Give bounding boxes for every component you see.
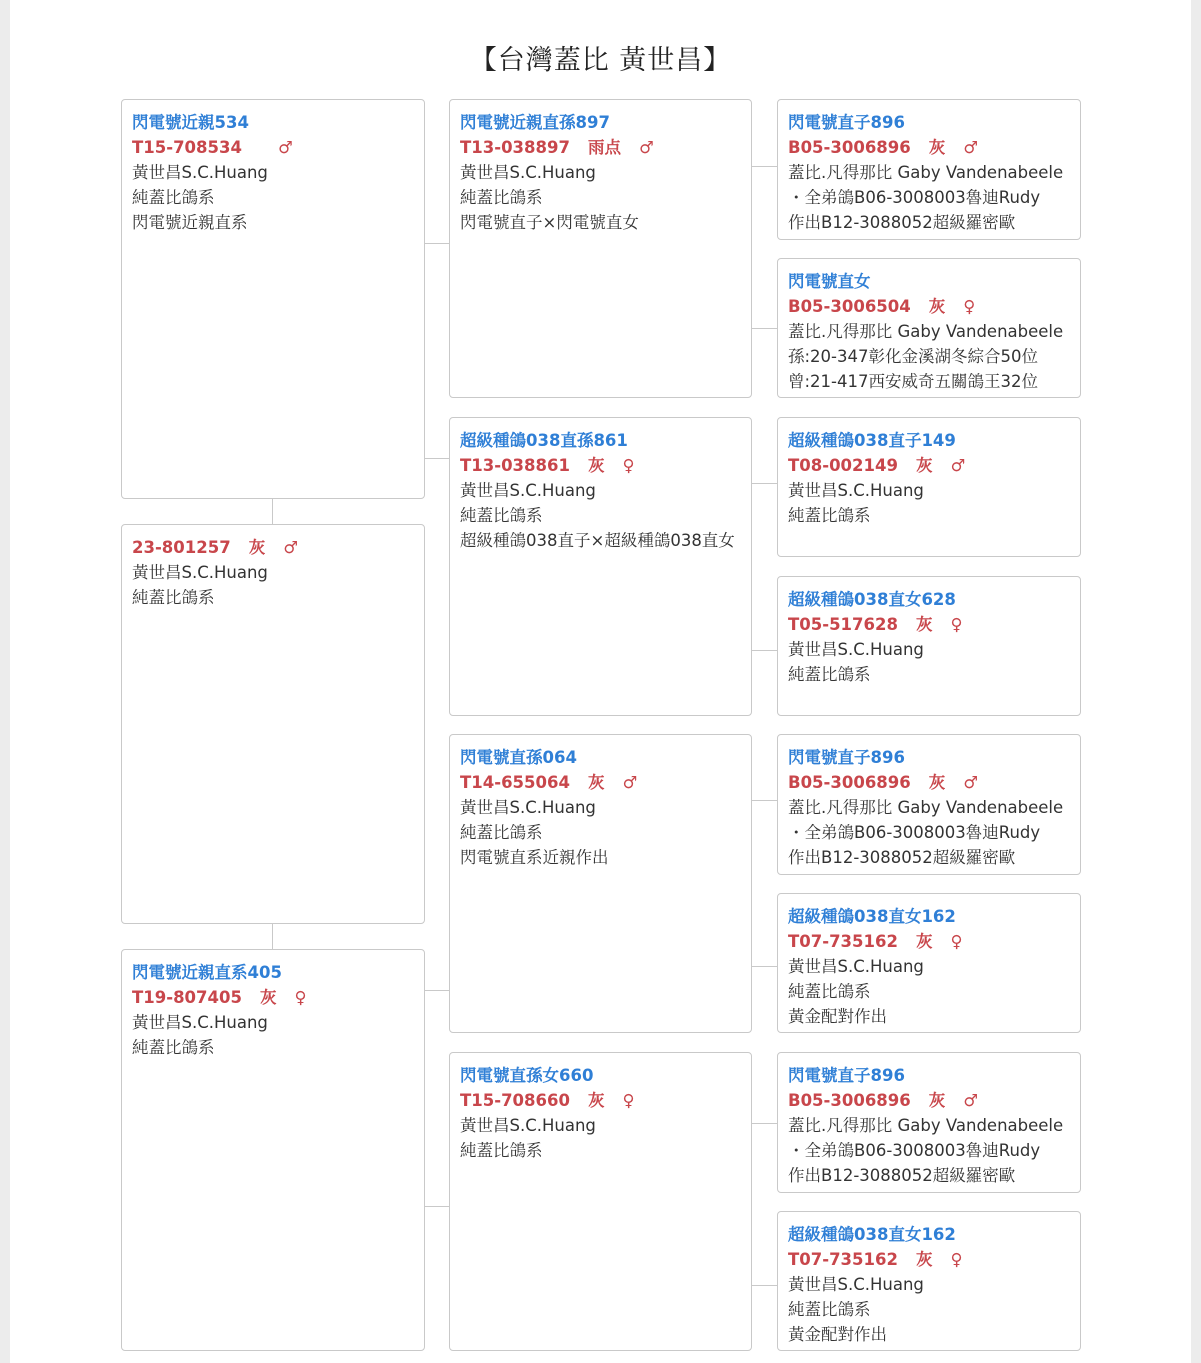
pigeon-color: 灰	[248, 538, 266, 557]
pigeon-name: 超級種鴿038直女628	[788, 590, 956, 609]
pigeon-note: 黃世昌S.C.Huang	[132, 163, 268, 182]
pigeon-note: 純蓋比鴿系	[788, 506, 871, 525]
pigeon-note: 閃電號直系近親作出	[460, 848, 609, 867]
connector-line	[752, 1123, 777, 1124]
page-title: 【台灣蓋比 黃世昌】	[469, 45, 732, 76]
connector-line	[272, 499, 273, 524]
pigeon-note: 純蓋比鴿系	[132, 1038, 215, 1057]
pigeon-ring	[132, 135, 414, 160]
pigeon-color: 灰	[928, 297, 946, 316]
male-sex-icon: ♂	[963, 138, 979, 157]
male-sex-icon: ♂	[283, 538, 298, 557]
pigeon-ring	[132, 535, 414, 560]
pigeon-note: 蓋比.凡得那比 Gaby Vandenabeele	[788, 798, 1064, 817]
female-sex-icon: ♀	[963, 297, 976, 316]
pigeon-name: 閃電號直子896	[788, 748, 905, 767]
ring-number: T13-038861	[460, 456, 570, 475]
pigeon-note: 純蓋比鴿系	[460, 1141, 543, 1160]
connector-line	[752, 328, 777, 329]
female-sex-icon: ♀	[950, 932, 963, 951]
pigeon-note: ・全弟鴿B06-3008003魯迪Rudy	[788, 1141, 1041, 1160]
pigeon-color: 灰	[915, 1250, 933, 1269]
ring-number: T05-517628	[788, 615, 898, 634]
connector-line	[272, 924, 273, 949]
pigeon-card-dds	[777, 1052, 1081, 1193]
pigeon-name: 閃電號近親直孫897	[460, 113, 610, 132]
pigeon-note: 作出B12-3088052超級羅密歐	[788, 1166, 1016, 1185]
pigeon-ring	[788, 770, 1070, 795]
pigeon-color: 灰	[587, 456, 605, 475]
pigeon-ring	[788, 612, 1070, 637]
female-sex-icon: ♀	[950, 1250, 963, 1269]
pigeon-card-subject	[121, 524, 425, 924]
pigeon-note: 蓋比.凡得那比 Gaby Vandenabeele	[788, 322, 1064, 341]
female-sex-icon: ♀	[294, 988, 307, 1007]
connector-line	[752, 966, 777, 967]
pigeon-note: 作出B12-3088052超級羅密歐	[788, 848, 1016, 867]
female-sex-icon: ♀	[622, 456, 635, 475]
pigeon-note: 黃世昌S.C.Huang	[460, 163, 596, 182]
ring-number: B05-3006896	[788, 138, 911, 157]
pigeon-card-sss	[777, 99, 1081, 240]
pigeon-name: 超級種鴿038直孫861	[460, 431, 628, 450]
ring-number: T19-807405	[132, 988, 242, 1007]
pigeon-note: 純蓋比鴿系	[460, 188, 543, 207]
pigeon-ring	[788, 1088, 1070, 1113]
connector-line	[425, 458, 450, 459]
pigeon-card-ds	[449, 734, 752, 1033]
pigeon-name: 閃電號直女	[788, 272, 871, 291]
ring-number: T07-735162	[788, 1250, 898, 1269]
pigeon-note: 黃金配對作出	[788, 1007, 887, 1026]
male-sex-icon: ♂	[963, 1091, 979, 1110]
pigeon-card-ssd	[777, 258, 1081, 398]
pigeon-card-dam	[121, 949, 425, 1351]
pigeon-ring	[132, 985, 414, 1010]
pigeon-name: 閃電號近親534	[132, 113, 249, 132]
male-sex-icon: ♂	[950, 456, 966, 475]
pigeon-note: 黃世昌S.C.Huang	[460, 1116, 596, 1135]
ring-number: T14-655064	[460, 773, 570, 792]
pigeon-name: 閃電號直子896	[788, 113, 905, 132]
pigeon-note: 曾:21-417西安威奇五關鴿王32位	[788, 372, 1038, 391]
pigeon-note: 純蓋比鴿系	[460, 506, 543, 525]
pigeon-card-sire	[121, 99, 425, 499]
male-sex-icon: ♂	[963, 773, 979, 792]
pigeon-note: 純蓋比鴿系	[788, 982, 871, 1001]
male-sex-icon: ♂	[638, 138, 654, 157]
pigeon-note: 黃世昌S.C.Huang	[788, 957, 924, 976]
ring-number: T13-038897	[460, 138, 570, 157]
pigeon-note: 黃世昌S.C.Huang	[460, 481, 596, 500]
pigeon-note: 黃世昌S.C.Huang	[788, 640, 924, 659]
pigeon-name: 閃電號直孫064	[460, 748, 577, 767]
pigeon-card-ss	[449, 99, 752, 398]
ring-number: B05-3006896	[788, 1091, 911, 1110]
pigeon-color: 灰	[928, 773, 946, 792]
pigeon-note: 黃世昌S.C.Huang	[788, 481, 924, 500]
pigeon-ring	[788, 929, 1070, 954]
ring-number: T07-735162	[788, 932, 898, 951]
pigeon-ring	[460, 770, 741, 795]
pigeon-color: 灰	[928, 1091, 946, 1110]
female-sex-icon: ♀	[622, 1091, 635, 1110]
connector-line	[425, 1206, 450, 1207]
pigeon-color: 灰	[587, 773, 605, 792]
pigeon-color: 灰	[915, 456, 933, 475]
pigeon-note: ・全弟鴿B06-3008003魯迪Rudy	[788, 823, 1041, 842]
pigeon-color: 灰	[587, 1091, 605, 1110]
pigeon-card-dss	[777, 734, 1081, 875]
pigeon-note: 閃電號近親直系	[132, 213, 248, 232]
pigeon-color: 雨点	[587, 138, 621, 157]
connector-line	[425, 243, 450, 244]
pigeon-note: 黃世昌S.C.Huang	[788, 1275, 924, 1294]
pigeon-note: 黃世昌S.C.Huang	[132, 563, 268, 582]
pigeon-color: 灰	[915, 932, 933, 951]
pigeon-note: 純蓋比鴿系	[788, 1300, 871, 1319]
pigeon-note: 純蓋比鴿系	[132, 588, 215, 607]
ring-number: T15-708660	[460, 1091, 570, 1110]
pigeon-name: 超級種鴿038直女162	[788, 1225, 956, 1244]
ring-number: 23-801257	[132, 538, 231, 557]
connector-line	[752, 483, 777, 484]
connector-line	[752, 800, 777, 801]
pigeon-note: 閃電號直子×閃電號直女	[460, 213, 639, 232]
pigeon-name: 閃電號直子896	[788, 1066, 905, 1085]
pigeon-note: 黃世昌S.C.Huang	[460, 798, 596, 817]
pigeon-ring	[788, 294, 1070, 319]
pigeon-color: 灰	[915, 615, 933, 634]
pigeon-note: 純蓋比鴿系	[788, 665, 871, 684]
pigeon-card-sds	[777, 417, 1081, 557]
ring-number: T08-002149	[788, 456, 898, 475]
pigeon-note: 作出B12-3088052超級羅密歐	[788, 213, 1016, 232]
pigeon-ring	[788, 453, 1070, 478]
pigeon-note: 黃世昌S.C.Huang	[132, 1013, 268, 1032]
pigeon-note: 純蓋比鴿系	[460, 823, 543, 842]
pigeon-ring	[788, 135, 1070, 160]
connector-line	[752, 166, 777, 167]
pigeon-ring	[788, 1247, 1070, 1272]
pigeon-color: 灰	[259, 988, 277, 1007]
pigeon-note: 蓋比.凡得那比 Gaby Vandenabeele	[788, 163, 1064, 182]
pigeon-card-ddd	[777, 1211, 1081, 1351]
pigeon-card-dsd	[777, 893, 1081, 1033]
pigeon-ring	[460, 135, 741, 160]
connector-line	[752, 650, 777, 651]
ring-number: T15-708534	[132, 138, 242, 157]
male-sex-icon: ♂	[277, 138, 293, 157]
pigeon-card-sd	[449, 417, 752, 716]
ring-number: B05-3006504	[788, 297, 911, 316]
pigeon-note: ・全弟鴿B06-3008003魯迪Rudy	[788, 188, 1041, 207]
pigeon-note: 超級種鴿038直子×超級種鴿038直女	[460, 531, 735, 550]
pigeon-note: 純蓋比鴿系	[132, 188, 215, 207]
pigeon-ring	[460, 1088, 741, 1113]
female-sex-icon: ♀	[950, 615, 963, 634]
pigeon-name: 超級種鴿038直子149	[788, 431, 956, 450]
male-sex-icon: ♂	[622, 773, 638, 792]
pigeon-ring	[460, 453, 741, 478]
connector-line	[752, 1285, 777, 1286]
ring-number: B05-3006896	[788, 773, 911, 792]
pigeon-name: 閃電號近親直系405	[132, 963, 282, 982]
pigeon-name: 閃電號直孫女660	[460, 1066, 594, 1085]
pigeon-card-dd	[449, 1052, 752, 1351]
pigeon-card-sdd	[777, 576, 1081, 716]
pigeon-note: 蓋比.凡得那比 Gaby Vandenabeele	[788, 1116, 1064, 1135]
pigeon-name: 超級種鴿038直女162	[788, 907, 956, 926]
pigeon-note: 黃金配對作出	[788, 1325, 887, 1344]
pigeon-note: 孫:20-347彰化金溪湖冬綜合50位	[788, 347, 1038, 366]
connector-line	[425, 990, 450, 991]
pigeon-color: 灰	[928, 138, 946, 157]
